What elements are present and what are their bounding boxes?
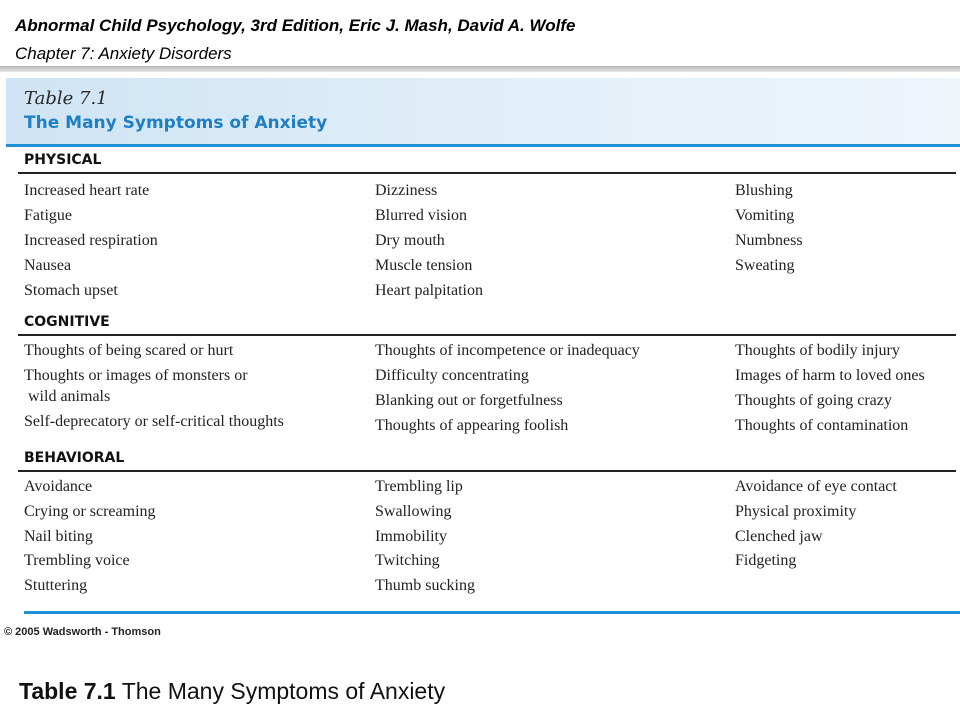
section-divider: [18, 172, 956, 174]
chapter-title: Chapter 7: Anxiety Disorders: [15, 44, 232, 63]
table-cell: Thoughts or images of monsters or: [24, 367, 248, 384]
table-cell: Swallowing: [375, 503, 452, 520]
table-cell: Blanking out or forgetfulness: [375, 392, 563, 409]
table-image: [0, 72, 960, 650]
slide-caption: [0, 650, 960, 720]
table-cell: Thumb sucking: [375, 577, 475, 594]
table-cell: Vomiting: [735, 207, 795, 224]
banner-divider: [6, 144, 960, 147]
table-cell: Difficulty concentrating: [375, 367, 529, 384]
table-cell: Heart palpitation: [375, 282, 483, 299]
table-cell: Clenched jaw: [735, 528, 823, 545]
section-heading-behavioral: BEHAVIORAL: [24, 450, 125, 466]
table-cell: Sweating: [735, 257, 795, 274]
table-cell: Stomach upset: [24, 282, 118, 299]
table-cell: Nausea: [24, 257, 72, 274]
table-cell: Self-deprecatory or self-critical thoughts: [24, 413, 284, 430]
table-cell: Stuttering: [24, 577, 88, 594]
slide-header: [0, 0, 960, 66]
table-title: The Many Symptoms of Anxiety: [24, 113, 328, 133]
table-cell: Immobility: [375, 528, 447, 545]
section-heading-cognitive: COGNITIVE: [24, 314, 110, 330]
section-heading-physical: PHYSICAL: [24, 152, 102, 168]
table-cell: Physical proximity: [735, 503, 857, 520]
table-cell: Twitching: [375, 552, 440, 569]
copyright-notice: © 2005 Wadsworth - Thomson: [4, 626, 161, 638]
table-label: Table 7.1: [24, 88, 108, 109]
caption-text: [19, 678, 445, 705]
table-cell: Blurred vision: [375, 207, 467, 224]
table-cell: Numbness: [735, 232, 803, 249]
table-cell: Increased respiration: [24, 232, 158, 249]
book-title: Abnormal Child Psychology, 3rd Edition, Eric J. Mash, David A. Wolfe: [15, 16, 576, 35]
table-cell: Images of harm to loved ones: [735, 367, 925, 384]
caption-bold: Table 7.1: [19, 678, 116, 704]
table-cell: Dizziness: [375, 182, 438, 199]
table-cell: Increased heart rate: [24, 182, 150, 199]
table-cell: Fidgeting: [735, 552, 797, 569]
table-cell: Thoughts of incompetence or inadequacy: [375, 342, 640, 359]
section-divider: [18, 470, 956, 472]
table-cell: Trembling voice: [24, 552, 130, 569]
table-cell: Dry mouth: [375, 232, 445, 249]
table-cell: Thoughts of contamination: [735, 417, 909, 434]
caption-rest: The Many Symptoms of Anxiety: [115, 678, 446, 704]
table-cell: Thoughts of being scared or hurt: [24, 342, 234, 359]
table-cell: Avoidance of eye contact: [735, 478, 897, 495]
table-banner: [6, 78, 960, 144]
table-cell: Thoughts of bodily injury: [735, 342, 900, 359]
table-cell: wild animals: [28, 388, 111, 405]
table-cell: Fatigue: [24, 207, 72, 224]
table-cell: Thoughts of going crazy: [735, 392, 892, 409]
table-cell: Muscle tension: [375, 257, 473, 274]
table-cell: Trembling lip: [375, 478, 463, 495]
table-cell: Blushing: [735, 182, 793, 199]
table-cell: Crying or screaming: [24, 503, 156, 520]
table-bottom-rule: [24, 611, 960, 614]
section-divider: [18, 334, 956, 336]
table-cell: Thoughts of appearing foolish: [375, 417, 569, 434]
table-cell: Nail biting: [24, 528, 93, 545]
table-cell: Avoidance: [24, 478, 93, 495]
